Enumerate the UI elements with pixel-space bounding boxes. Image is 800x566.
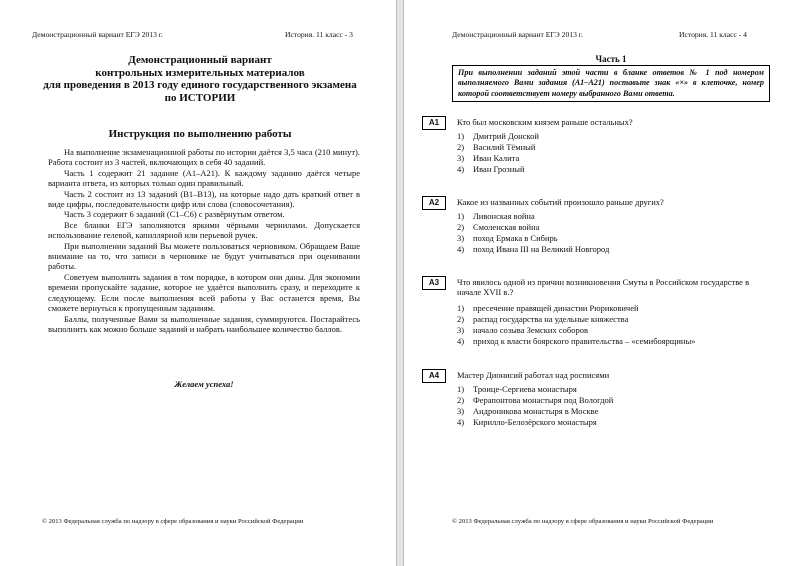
task-question: Какое из названных событий произошло раньше других? <box>457 197 664 207</box>
option-number: 4) <box>457 417 465 427</box>
page-footer: © 2013 Федеральная служба по надзору в сфере образования и науки Российской Федерации <box>42 518 304 525</box>
document-title <box>20 54 380 104</box>
page-header-left: Демонстрационный вариант ЕГЭ 2013 г. <box>452 30 583 39</box>
option-number: 3) <box>457 153 465 163</box>
task-code-box: А1 <box>422 116 446 130</box>
task-code-box: А2 <box>422 196 446 210</box>
option-number: 3) <box>457 233 465 243</box>
option-text: распад государства на удельные княжества <box>473 314 629 324</box>
option-text: Андроникова монастыря в Москве <box>473 406 599 416</box>
option-text: начало созыва Земских соборов <box>473 325 588 335</box>
option-number: 2) <box>457 314 465 324</box>
instruction-paragraph: Часть 2 состоит из 13 заданий (В1–В13), на которые надо дать краткий ответ в виде цифры, последовательности цифр или слова (словосочетания). <box>48 188 360 210</box>
answer-option[interactable] <box>457 211 609 222</box>
instruction-body <box>48 147 360 334</box>
answer-option[interactable] <box>457 384 613 395</box>
instruction-paragraph: Советуем выполнять задания в том порядке, в котором они даны. Для экономии времени пропускайте задание, которое не удаётся выполнить сразу, и переходите к следующему. Если после выполнения всей работы у Вас останется время, Вы сможете вернуться к пропущенным заданиям. <box>48 271 360 314</box>
title-line: для проведения в 2013 году единого государственного экзамена <box>43 79 357 91</box>
option-text: Ливонская война <box>473 211 535 221</box>
page-right <box>403 0 800 566</box>
closing-wish: Желаем успеха! <box>174 379 234 389</box>
page-footer: © 2013 Федеральная служба по надзору в сфере образования и науки Российской Федерации <box>452 518 714 525</box>
task-question: Что явилось одной из причин возникновения Смуты в Российском государстве в начале XVII в.? <box>457 277 750 298</box>
page-header-right: История. 11 класс - 4 <box>679 30 747 39</box>
option-number: 1) <box>457 303 465 313</box>
option-text: поход Ивана III на Великий Новгород <box>473 244 610 254</box>
answer-option[interactable] <box>457 222 609 233</box>
answer-option[interactable] <box>457 325 695 336</box>
option-text: пресечение правящей династии Рюриковичей <box>473 303 639 313</box>
answer-option[interactable] <box>457 406 613 417</box>
answer-option[interactable] <box>457 314 695 325</box>
option-text: Василий Тёмный <box>473 142 536 152</box>
answer-option[interactable] <box>457 153 539 164</box>
answer-options <box>457 131 539 175</box>
title-line: по ИСТОРИИ <box>164 91 236 104</box>
option-number: 3) <box>457 325 465 335</box>
option-number: 4) <box>457 336 465 346</box>
title-line: контрольных измерительных материалов <box>95 66 305 79</box>
instruction-paragraph: Часть 3 содержит 6 заданий (С1–С6) с развёрнутым ответом. <box>64 209 285 220</box>
option-text: Дмитрий Донской <box>473 131 539 141</box>
option-number: 2) <box>457 222 465 232</box>
option-text: Ферапонтова монастыря под Вологдой <box>473 395 614 405</box>
answer-option[interactable] <box>457 417 613 428</box>
answer-option[interactable] <box>457 395 613 406</box>
instruction-paragraph: При выполнении заданий Вы можете пользоваться черновиком. Обращаем Ваше внимание на то, что записи в черновике не будут учитываться при оценивании работы. <box>48 240 360 272</box>
answer-option[interactable] <box>457 244 609 255</box>
task-question: Мастер Дионисий работал над росписями <box>457 370 610 380</box>
answer-option[interactable] <box>457 336 695 347</box>
option-number: 4) <box>457 164 465 174</box>
instruction-paragraph: Баллы, полученные Вами за выполненные задания, суммируются. Постарайтесь выполнить как можно больше заданий и набрать наибольшее количество баллов. <box>48 313 360 334</box>
title-line: Демонстрационный вариант <box>128 54 272 66</box>
option-number: 1) <box>457 131 465 141</box>
task-code-box: А3 <box>422 276 446 290</box>
answer-option[interactable] <box>457 131 539 142</box>
page-header-right: История. 11 класс - 3 <box>285 30 353 39</box>
option-number: 2) <box>457 395 465 405</box>
option-text: поход Ермака в Сибирь <box>473 233 558 243</box>
option-number: 2) <box>457 142 465 152</box>
option-number: 1) <box>457 211 465 221</box>
answer-option[interactable] <box>457 164 539 175</box>
answer-options <box>457 384 613 428</box>
option-text: Кирилло-Белозёрского монастыря <box>473 417 597 427</box>
option-number: 3) <box>457 406 465 416</box>
option-number: 4) <box>457 244 465 254</box>
option-text: Смоленская война <box>473 222 540 232</box>
answer-options <box>457 303 695 347</box>
option-text: Иван Грозный <box>473 164 525 174</box>
answer-option[interactable] <box>457 142 539 153</box>
task-question: Кто был московским князем раньше остальных? <box>457 117 633 127</box>
answer-option[interactable] <box>457 233 609 244</box>
instruction-paragraph: Часть 1 содержит 21 задание (А1–А21). К каждому заданию даётся четыре варианта ответа, из которых только один правильный. <box>48 167 360 189</box>
instruction-paragraph: Все бланки ЕГЭ заполняются яркими чёрными чернилами. Допускается использование гелевой, капиллярной или перьевой ручек. <box>48 219 360 241</box>
instruction-paragraph: На выполнение экзаменационной работы по истории даётся 3,5 часа (210 минут). Работа состоит из 3 частей, включающих в себя 40 заданий. <box>48 147 360 168</box>
page-header-left: Демонстрационный вариант ЕГЭ 2013 г. <box>32 30 163 39</box>
answer-option[interactable] <box>457 303 695 314</box>
task-code-box: А4 <box>422 369 446 383</box>
part-instruction-box: При выполнении заданий этой части в бланке ответов № 1 под номером выполняемого Вами задания (А1–А21) поставьте знак «×» в клеточке, номер которой соответствует номеру выбранного Вами ответа. <box>452 65 770 102</box>
option-number: 1) <box>457 384 465 394</box>
part-title: Часть 1 <box>595 54 627 64</box>
answer-options <box>457 211 609 255</box>
page-left <box>0 0 397 566</box>
option-text: приход к власти боярского правительства – «семибоярщины» <box>473 336 696 346</box>
option-text: Иван Калита <box>473 153 520 163</box>
option-text: Троице-Сергиева монастыря <box>473 384 577 394</box>
instruction-title: Инструкция по выполнению работы <box>108 128 292 140</box>
